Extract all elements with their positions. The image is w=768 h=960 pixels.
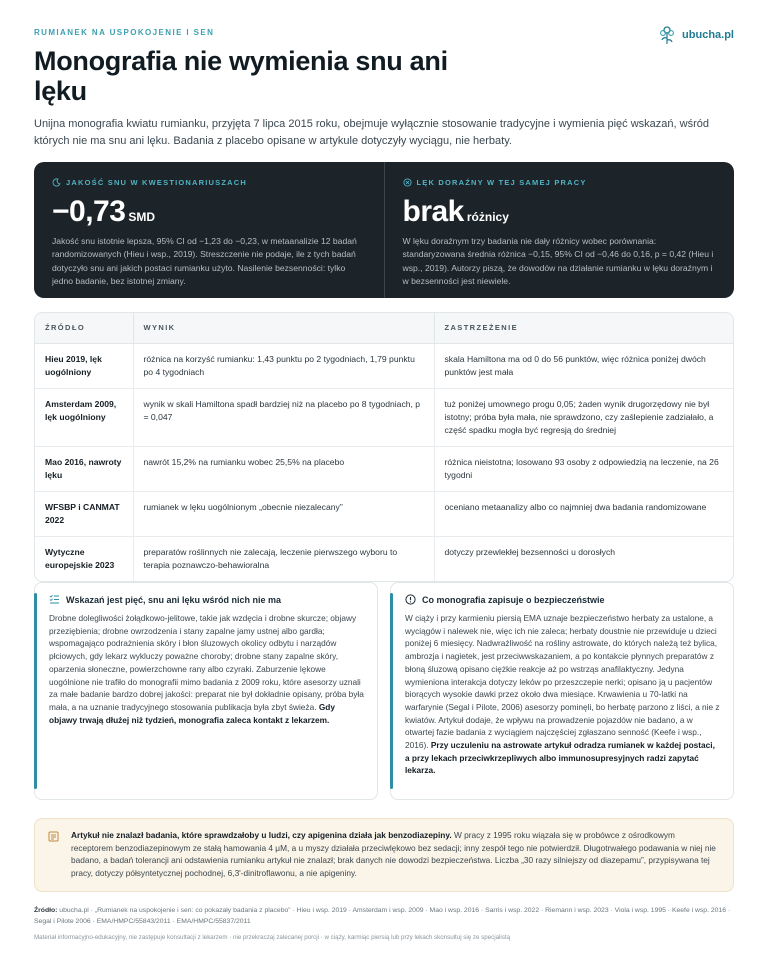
column-header-result: WYNIK	[133, 313, 434, 343]
list-icon	[49, 594, 60, 605]
lede: Unijna monografia kwiatu rumianku, przyjęta 7 lipca 2015 roku, obejmuje wyłącznie stosowanie tradycyjne i wymienia pięć wskazań, wśród których nie ma snu ani lęku. Badania z placebo opisane w artykule dotyczyły wyciągu, nie herbaty.	[34, 118, 709, 147]
stat-label: JAKOŚĆ SNU W KWESTIONARIUSZACH	[52, 178, 366, 187]
disclaimer: Materiał informacyjno-edukacyjny, nie zastępuje konsultacji z lekarzem · nie przekraczaj zalecanej porcji · w ciąży, karmiąc piersią lub przy lekach skonsultuj się ze specjalistą	[34, 934, 511, 941]
table-row	[35, 388, 733, 446]
cell-source: Amsterdam 2009, lęk uogólniony	[35, 388, 133, 446]
note-body: Artykuł nie znalazł badania, które sprawdzałoby u ludzi, czy apigenina działa jak benzodiazepiny. W pracy z 1995 roku wiązała się w probówce z ośrodkowym receptorem benzodiazepinowym ze stałą hamowania 4 μM, a u myszy działała przeciwlękowo bez sedacji; inny zespół tego nie potwierdził. Długotrwałego podawania w niej nie badano, a badań tolerancji ani odstawienia rumianku artykuł nie znalazł; brak danych nie dowodzi bezpieczeństwa. Liczba „30 razy silniejszy od diazepamu”, przypisywana tej pracy, dotyczy półsyntetycznej pochodnej, 6,3'-dinitroflawonu, a nie apigeniny.	[71, 830, 716, 879]
cell-source: WFSBP i CANMAT 2022	[35, 491, 133, 536]
cell-source: Hieu 2019, lęk uogólniony	[35, 343, 133, 388]
cell-caveat: oceniano metaanalizy albo co najmniej dwa badania randomizowane	[434, 491, 733, 536]
stat-value	[52, 195, 366, 229]
stat-unit: różnicy	[466, 210, 509, 224]
safety-card	[390, 582, 734, 800]
x-circle-icon	[403, 178, 412, 187]
column-header-source: ŹRÓDŁO	[35, 313, 133, 343]
stat-value	[403, 195, 717, 229]
cell-result: preparatów roślinnych nie zalecają, leczenie pierwszego wyboru to terapia poznawczo-behawioralna	[133, 536, 434, 581]
cell-result: różnica na korzyść rumianku: 1,43 punktu po 2 tygodniach, 1,79 punktu po 4 tygodniach	[133, 343, 434, 388]
cell-caveat: skala Hamiltona ma od 0 do 56 punktów, więc różnica poniżej dwóch punktów jest mała	[434, 343, 733, 388]
chamomile-logo-icon	[658, 24, 676, 46]
cell-result: nawrót 15,2% na rumianku wobec 25,5% na placebo	[133, 446, 434, 491]
stat-acute-anxiety	[384, 162, 735, 298]
evidence-table	[34, 312, 734, 582]
stat-unit: SMD	[128, 210, 156, 224]
cell-result: rumianek w lęku uogólnionym „obecnie niezalecany”	[133, 491, 434, 536]
indications-card	[34, 582, 378, 800]
table-row	[35, 446, 733, 491]
apigenin-note	[34, 818, 734, 892]
cell-source: Mao 2016, nawroty lęku	[35, 446, 133, 491]
card-emphasis: Przy uczuleniu na astrowate artykuł odradza rumianek w każdej postaci, a przy lekach przeciwkrzepliwych albo immunosupresyjnych radzi zapytać lekarza.	[405, 740, 715, 776]
column-header-caveat: ZASTRZEŻENIE	[434, 313, 733, 343]
card-body: Drobne dolegliwości żołądkowo-jelitowe, takie jak wzdęcia i drobne skurcze; objawy przeziębienia; drobne owrzodzenia i stany zapalne jamy ustnej albo gardła; wspomagająco podrażnienia skóry i błon śluzowych okolicy odbytu i narządów płciowych, gdy lekarz wykluczy poważne choroby; drobne stany zapalne skóry, oparzenia słoneczne, powierzchowne rany albo czyraki. Zaburzenie lękowe uogólnione nie trafiło do monografii mimo badania z 2009 roku, które asesorzy uznali za małe badanie bardzo dobrej jakości: preparat nie był dokładnie opisany, próba była mała, a na uznanie tradycyjnego stosowania publikacja była zbyt świeża. Gdy objawy trwają dłużej niż tydzień, monografia zaleca kontakt z lekarzem.	[49, 613, 364, 725]
card-body: W ciąży i przy karmieniu piersią EMA uznaje bezpieczeństwo herbaty za ustalone, a wyciągów i nalewek nie, więc ich nie zaleca; herbaty doustnie nie przewiduje u dzieci poniżej 6 miesięcy. Nadwrażliwość na rośliny astrowate, do których należą też bylica, ambrozja i nagietek, jest przeciwwskazaniem, a po kontakcie płynnych preparatów z błoną śluzową opisano ciężkie reakcje aż po wstrząs anafilaktyczny. Jedyna wymieniona interakcja dotyczy leków po przeszczepie nerki; opisano ją u pacjentów biorących wysokie dawki przez około dwa miesiące. Krwawienia u 70-latki na warfarynie (Segal i Pilote, 2006) asesorzy pominęli, bo herbatę parzono z liści, a nie z kwiatów. Artykuł dodaje, że wpływu na prowadzenie pojazdów nie badano, a w otwartej fazie badania z wyciągiem najczęściej zgłaszano senność (Keefe i wsp., 2016). Przy uczuleniu na astrowate artykuł odradza rumianek w każdej postaci, a przy lekach przeciwkrzepliwych albo immunosupresyjnych radzi zapytać lekarza.	[405, 613, 720, 776]
sources: Źródło: ubucha.pl · „Rumianek na uspokojenie i sen: co pokazały badania z placebo” · Hieu i wsp. 2019 · Amsterdam i wsp. 2009 · Mao i wsp. 2016 · Sarris i wsp. 2022 · Riemann i wsp. 2023 · Viola i wsp. 1995 · Keefe i wsp. 2016 · Segal i Pilote 2006 · EMA/HMPC/55843/2011 · EMA/HMPC/55837/2011	[34, 907, 731, 925]
cell-result: wynik w skali Hamiltona spadł bardziej niż na placebo po 8 tygodniach, p = 0,047	[133, 388, 434, 446]
table-row	[35, 343, 733, 388]
stat-sleep-quality	[34, 162, 384, 298]
cell-source: Wytyczne europejskie 2023	[45, 546, 115, 570]
document-icon	[48, 831, 59, 842]
page-title: Monografia nie wymienia snu ani lęku	[34, 46, 448, 106]
cell-caveat: tuż poniżej umownego progu 0,05; żaden wynik drugorzędowy nie był istotny; próba była mała, nie sprawdzono, czy zaślepienie zadziałało, a część spadku mogła być regresją do średniej	[434, 388, 733, 446]
cell-caveat: dotyczy przewlekłej bezsenności u dorosłych	[434, 536, 733, 581]
stats-panel	[34, 162, 734, 298]
table-header-row	[35, 313, 733, 343]
table-row	[35, 491, 733, 536]
table-row	[35, 536, 733, 581]
note-emphasis: Artykuł nie znalazł badania, które sprawdzałoby u ludzi, czy apigenina działa jak benzodiazepiny.	[71, 830, 452, 840]
stat-number: −0,73	[52, 195, 126, 228]
stat-description: W lęku doraźnym trzy badania nie dały różnicy wobec porównania: standaryzowana średnia różnica −0,15, 95% CI od −0,46 do 0,16, p = 0,42 (Hieu i wsp., 2019). Autorzy piszą, że dowodów na działanie rumianku w lęku doraźnym i w bezsenności jest niewiele.	[402, 236, 714, 286]
stat-label: LĘK DORAŹNY W TEJ SAMEJ PRACY	[403, 178, 717, 187]
card-title: Wskazań jest pięć, snu ani lęku wśród nich nie ma	[49, 594, 365, 605]
card-emphasis: Gdy objawy trwają dłużej niż tydzień, monografia zaleca kontakt z lekarzem.	[49, 701, 335, 725]
kicker: RUMIANEK NA USPOKOJENIE I SEN	[34, 28, 215, 37]
info-circle-icon	[405, 594, 416, 605]
card-title: Co monografia zapisuje o bezpieczeństwie	[405, 594, 721, 605]
cell-caveat: różnica nieistotna; losowano 93 osoby z odpowiedzią na leczenie, na 26 tygodni	[434, 446, 733, 491]
stat-description: Jakość snu istotnie lepsza, 95% CI od −1,23 do −0,23, w metaanalizie 12 badań randomizowanych (Hieu i wsp., 2019). Streszczenie nie podaje, ile z tych badań dotyczyło snu ani jakich postaci rumianku użyto. Nasilenie bezsenności: tylko jedno badanie, bez istotnej zmiany.	[52, 236, 357, 286]
stat-number: brak	[402, 195, 464, 228]
brand-name: ubucha.pl	[682, 29, 734, 41]
moon-icon	[52, 178, 61, 187]
brand-logo[interactable]	[658, 24, 734, 46]
